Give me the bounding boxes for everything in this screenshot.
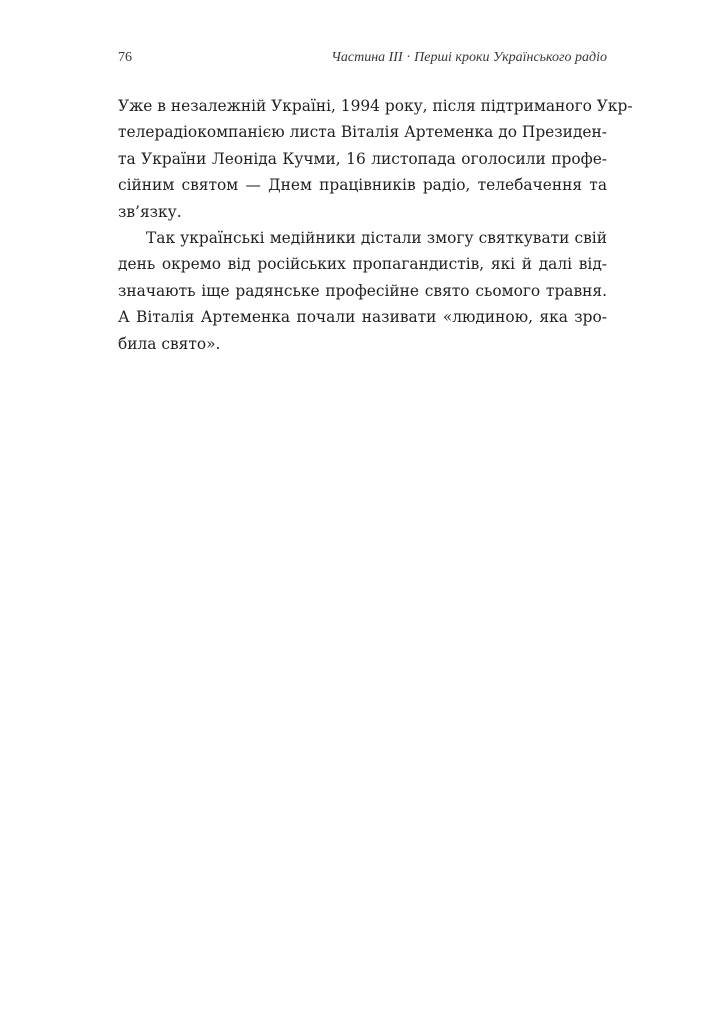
text-line: сійним святом — Днем працівників радіо, телебачення та: [118, 176, 607, 195]
text-line: телерадіокомпанією листа Віталія Артеменка до Президен-: [118, 123, 607, 142]
text-line: А Віталія Артеменка почали називати «людиною, яка зро-: [118, 308, 607, 327]
running-title: [331, 50, 607, 66]
chapter-title: Перші кроки Українського радіо: [414, 50, 607, 65]
paragraph-2: [118, 225, 607, 357]
running-header: [118, 50, 607, 72]
text-line: била свято».: [118, 334, 221, 353]
text-line: значають іще радянське професійне свято сьомого травня.: [118, 281, 607, 300]
text-line: день окремо від російських пропагандистів, які й далі від-: [118, 255, 607, 274]
part-title: Частина III: [331, 50, 403, 65]
text-line: зв’язку.: [118, 202, 182, 221]
body-text: [118, 93, 633, 357]
paragraph-1: [118, 93, 633, 225]
text-line: Так українські медійники дістали змогу святкувати свій: [146, 228, 607, 247]
text-line: та України Леоніда Кучми, 16 листопада оголосили профе-: [118, 149, 607, 168]
text-line: Уже в незалежній Україні, 1994 року, після підтриманого Укр-: [118, 97, 633, 115]
title-separator: ·: [406, 50, 411, 65]
page-number: 76: [118, 50, 132, 65]
